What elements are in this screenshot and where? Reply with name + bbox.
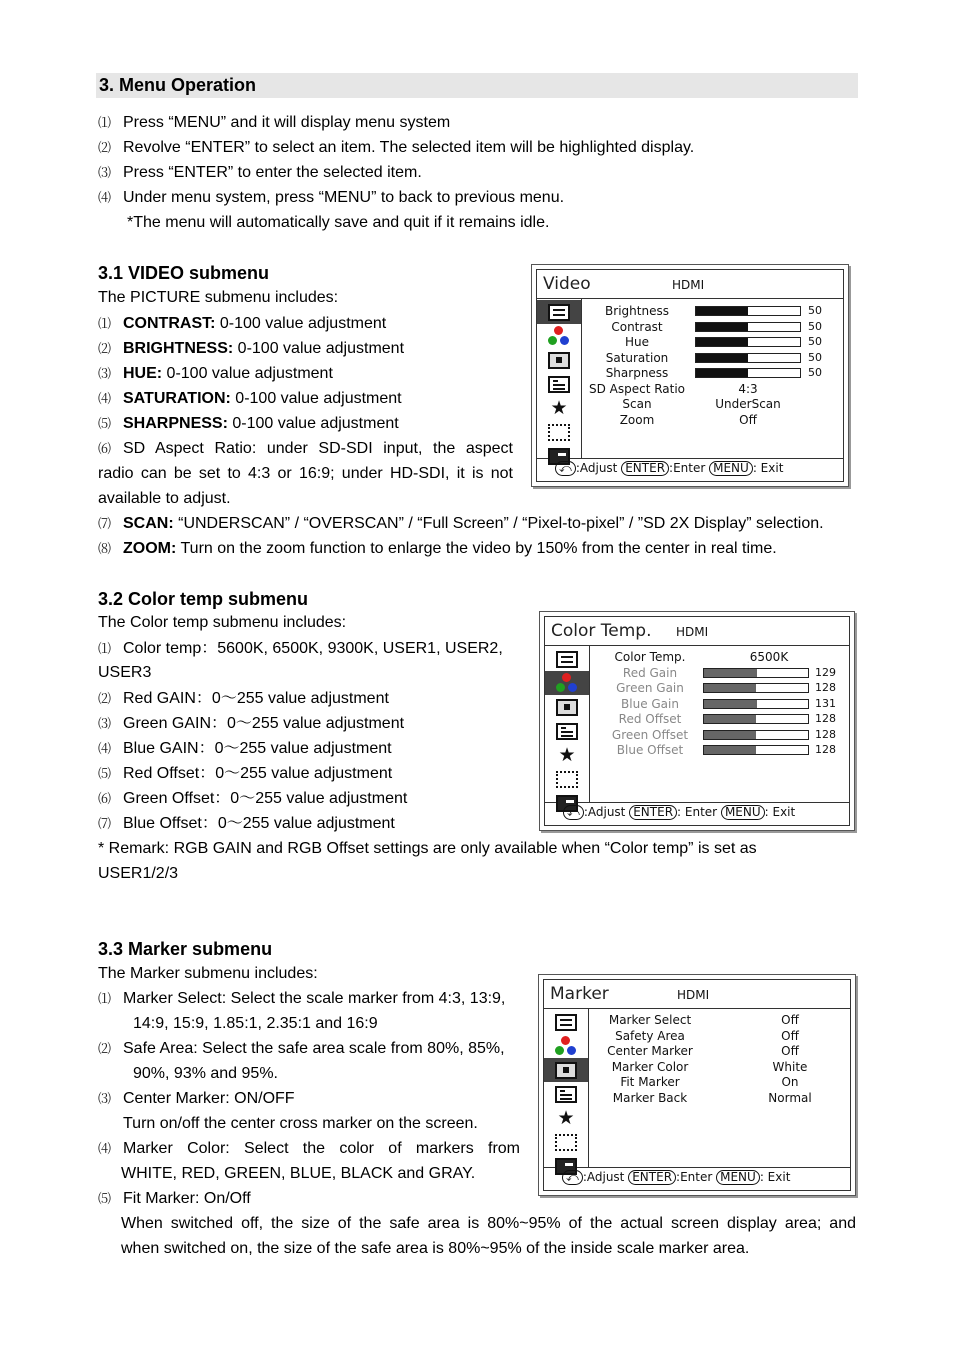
marker-list-icon: [545, 719, 589, 743]
video-item-5: [98, 414, 399, 435]
level-bar[interactable]: [703, 683, 809, 693]
footer-adjust: :Adjust: [575, 461, 618, 475]
intro-item-1: [98, 113, 450, 134]
osd-icon-column: [544, 1010, 588, 1178]
marker-heading: 3.3 Marker submenu: [98, 939, 273, 959]
osd-row-label: Red Offset: [618, 712, 682, 726]
osd-row-value: UnderScan: [715, 397, 781, 411]
level-bar[interactable]: [703, 730, 809, 740]
item-number: ⑶: [98, 1092, 112, 1107]
osd-row-value: 50: [808, 366, 822, 379]
item-text: Green GAIN：0～255 value adjustment: [123, 715, 405, 732]
picture-icon: [545, 647, 589, 671]
osd-source: HDMI: [677, 988, 710, 1002]
osd-row-value: 50: [808, 319, 822, 333]
level-bar[interactable]: [695, 353, 801, 363]
osd-row-value: Off: [781, 1013, 799, 1027]
item-text: 0-100 value adjustment: [230, 390, 402, 407]
keyboard-icon: [537, 420, 581, 444]
color-item-7: [98, 814, 395, 835]
item-number: ⑸: [98, 1192, 112, 1207]
item-number: ⑺: [98, 817, 112, 832]
osd-row-label: Safety Area: [615, 1028, 685, 1043]
osd-row-center-marker[interactable]: [590, 1044, 850, 1060]
item-text: 0-100 value adjustment: [233, 340, 405, 357]
color-item-1-line-1: [98, 639, 503, 660]
osd-icon-column: [537, 300, 581, 468]
video-item-8: [98, 539, 777, 560]
osd-row-label: Marker Color: [611, 1059, 689, 1074]
item-text: Marker Color: Select the color of markers from: [123, 1140, 520, 1157]
level-bar[interactable]: [703, 714, 809, 724]
display-icon: [545, 695, 589, 719]
item-number: ⑻: [98, 542, 112, 557]
osd-row-value: 50: [808, 304, 822, 317]
osd-row-saturation[interactable]: [583, 351, 843, 367]
item-text: Blue GAIN：0～255 value adjustment: [123, 740, 392, 757]
footer-adjust: :Adjust: [583, 805, 626, 819]
osd-row-value: 128: [815, 727, 836, 741]
osd-row-label: Green Offset: [611, 727, 689, 742]
item-term: SHARPNESS:: [123, 415, 228, 432]
osd-icon-column: [545, 647, 589, 815]
osd-row-label: Blue Offset: [616, 743, 684, 757]
osd-row-hue[interactable]: [583, 335, 843, 351]
item-text: Marker Select: Select the scale marker from 4:3, 13:9,: [123, 990, 506, 1007]
star-icon: ★: [557, 1107, 575, 1129]
enter-key: ENTER: [629, 805, 677, 820]
rotate-knob-icon: ⤺: [562, 1170, 583, 1185]
osd-row-label: Blue Gain: [621, 696, 679, 711]
osd-footer: [562, 1170, 850, 1188]
section-title: 3. Menu Operation: [96, 73, 858, 98]
video-item-6-line-1: [98, 439, 513, 460]
osd-row-label: Hue: [624, 335, 649, 349]
osd-row-scan[interactable]: [583, 397, 843, 413]
display-icon: [537, 348, 581, 372]
marker-item-1-line-1: [98, 989, 505, 1010]
intro-item-2: [98, 138, 694, 159]
marker-item-2-line-2: 90%, 93% and 95%.: [133, 1065, 278, 1082]
osd-row-value: Normal: [768, 1090, 812, 1105]
picture-icon: [537, 300, 581, 324]
item-number: ⑴: [98, 642, 112, 657]
video-item-4: [98, 389, 402, 410]
color-remark-line-2: USER1/2/3: [98, 865, 179, 882]
item-text: Under menu system, press “MENU” to back to previous menu.: [123, 189, 565, 206]
marker-item-5-line-2: When switched off, the size of the safe area is 80%~95% of the actual screen display area; and: [121, 1215, 856, 1232]
color-dots-icon: [545, 671, 589, 695]
item-number: ⑷: [98, 742, 112, 757]
item-number: ⑵: [98, 1042, 112, 1057]
footer-enter: : Enter: [677, 805, 718, 819]
item-term: CONTRAST:: [123, 315, 216, 332]
osd-row-value: Off: [781, 1044, 799, 1058]
osd-row-label: Contrast: [611, 319, 663, 334]
footer-adjust: :Adjust: [582, 1170, 625, 1184]
item-number: ⑷: [98, 191, 112, 206]
item-term: SATURATION:: [123, 390, 231, 407]
footer-enter: :Enter: [669, 461, 706, 475]
osd-row-value: 128: [815, 712, 836, 725]
marker-item-3-line-1: [98, 1089, 295, 1110]
osd-row-marker-back[interactable]: [590, 1091, 850, 1107]
marker-list-icon: [537, 372, 581, 396]
item-text: 0-100 value adjustment: [227, 415, 399, 432]
osd-row-label: Center Marker: [607, 1044, 693, 1058]
keyboard-icon: [545, 767, 589, 791]
menu-key: MENU: [716, 1170, 760, 1185]
osd-row-label: Zoom: [619, 412, 655, 427]
item-number: ⑶: [98, 166, 112, 181]
osd-row-label: Sharpness: [605, 366, 669, 380]
video-item-6-line-3: available to adjust.: [98, 490, 231, 507]
osd-row-label: Color Temp.: [614, 650, 686, 664]
item-text: Green Offset：0～255 value adjustment: [123, 790, 408, 807]
item-term: BRIGHTNESS:: [123, 340, 234, 357]
osd-row-red-offset[interactable]: [591, 712, 849, 728]
item-number: ⑴: [98, 317, 112, 332]
color-item-1-line-2: USER3: [98, 664, 152, 681]
item-text: Blue Offset：0～255 value adjustment: [123, 815, 395, 832]
color-item-4: [98, 739, 392, 760]
item-number: ⑴: [98, 116, 112, 131]
osd-row-red-gain[interactable]: [591, 666, 849, 682]
osd-row-brightness[interactable]: [583, 304, 843, 320]
osd-row-value: 128: [815, 743, 836, 756]
video-item-7: [98, 514, 824, 535]
marker-osd-panel: [538, 974, 856, 1196]
item-text: “UNDERSCAN” / “OVERSCAN” / “Full Screen” / “Pixel-to-pixel” / ”SD 2X Display” selection.: [173, 515, 824, 532]
osd-row-label: Red Gain: [622, 665, 678, 680]
osd-row-value: 50: [808, 335, 822, 348]
osd-row-blue-offset[interactable]: [591, 743, 849, 759]
osd-row-value: 50: [808, 350, 822, 364]
level-bar[interactable]: [695, 306, 801, 316]
item-number: ⑶: [98, 367, 112, 382]
item-number: ⑸: [98, 767, 112, 782]
marker-item-2-line-1: [98, 1039, 505, 1060]
marker-item-4-line-2: WHITE, RED, GREEN, BLUE, BLACK and GRAY.: [121, 1165, 476, 1182]
item-text: Press “ENTER” to enter the selected item.: [123, 164, 422, 181]
osd-row-green-gain[interactable]: [591, 681, 849, 697]
item-text: Turn on the zoom function to enlarge the video by 150% from the center in real time.: [176, 540, 777, 557]
star-icon: ★: [558, 744, 576, 766]
enter-key: ENTER: [628, 1170, 676, 1185]
marker-list-icon: [544, 1082, 588, 1106]
osd-row-label: SD Aspect Ratio: [588, 381, 686, 396]
osd-row-value: 128: [815, 681, 836, 694]
osd-row-value: 129: [815, 665, 836, 679]
marker-item-1-line-2: 14:9, 15:9, 1.85:1, 2.35:1 and 16:9: [133, 1015, 378, 1032]
osd-row-label: Scan: [622, 397, 652, 411]
item-number: ⑷: [98, 392, 112, 407]
menu-key: MENU: [709, 461, 753, 476]
osd-row-value: White: [772, 1059, 808, 1074]
osd-row-label: Fit Marker: [620, 1075, 680, 1089]
item-text: Red Offset：0～255 value adjustment: [123, 765, 393, 782]
osd-row-blue-gain[interactable]: [591, 697, 849, 713]
item-number: ⑷: [98, 1142, 112, 1157]
marker-item-5-line-1: [98, 1189, 251, 1210]
osd-row-label: Marker Select: [608, 1013, 692, 1027]
footer-exit: : Exit: [752, 461, 784, 475]
video-heading: 3.1 VIDEO submenu: [98, 263, 270, 283]
osd-row-zoom[interactable]: [583, 413, 843, 429]
osd-row-value: 131: [815, 696, 836, 710]
item-number: ⑹: [98, 792, 112, 807]
item-text: 0-100 value adjustment: [215, 315, 387, 332]
item-number: ⑹: [98, 442, 112, 457]
osd-row-label: Saturation: [605, 350, 669, 365]
display-icon: [544, 1058, 588, 1082]
level-bar[interactable]: [703, 699, 809, 709]
osd-row-value: Off: [739, 412, 757, 427]
marker-item-4-line-1: [98, 1139, 520, 1160]
osd-row-sharpness[interactable]: [583, 366, 843, 382]
video-item-1: [98, 314, 386, 335]
osd-row-color-temp[interactable]: [591, 650, 849, 666]
osd-row-contrast[interactable]: [583, 320, 843, 336]
color-dots-icon: [544, 1034, 588, 1058]
osd-source: HDMI: [672, 278, 705, 292]
item-text: Fit Marker: On/Off: [123, 1190, 251, 1207]
item-number: ⑸: [98, 417, 112, 432]
item-text: Press “MENU” and it will display menu system: [123, 114, 451, 131]
color-lead: The Color temp submenu includes:: [98, 614, 347, 631]
video-item-3: [98, 364, 333, 385]
osd-row-fit-marker[interactable]: [590, 1075, 850, 1091]
color-dots-icon: [537, 324, 581, 348]
item-term: SCAN:: [123, 515, 174, 532]
item-term: ZOOM:: [123, 540, 177, 557]
video-item-6-line-2: radio can be set to 4:3 or 16:9; under HD-SDI, it is not: [98, 465, 513, 482]
color-item-2: [98, 689, 389, 710]
osd-row-marker-color[interactable]: [590, 1060, 850, 1076]
osd-footer: [555, 461, 843, 479]
level-bar[interactable]: [703, 668, 809, 678]
item-text: Red GAIN：0～255 value adjustment: [123, 690, 389, 707]
item-text: SD Aspect Ratio: under SD-SDI input, the aspect: [123, 440, 513, 457]
footer-exit: : Exit: [764, 805, 796, 819]
item-number: ⑶: [98, 717, 112, 732]
video-lead: The PICTURE submenu includes:: [98, 289, 339, 306]
osd-row-green-offset[interactable]: [591, 728, 849, 744]
color-item-3: [98, 714, 404, 735]
item-text: Color temp：5600K, 6500K, 9300K, USER1, USER2,: [123, 640, 503, 657]
item-text: Revolve “ENTER” to select an item. The selected item will be highlighted display.: [123, 139, 695, 156]
osd-row-value: 4:3: [738, 381, 758, 396]
intro-item-3: [98, 163, 422, 184]
osd-title: Video: [543, 274, 591, 294]
item-number: ⑵: [98, 692, 112, 707]
level-bar[interactable]: [695, 368, 801, 378]
video-osd-panel: [531, 264, 849, 487]
osd-source: HDMI: [676, 625, 709, 639]
level-bar[interactable]: [703, 745, 809, 755]
item-text: Safe Area: Select the safe area scale from 80%, 85%,: [123, 1040, 505, 1057]
osd-row-label: Green Gain: [616, 681, 684, 695]
color-heading: 3.2 Color temp submenu: [98, 589, 309, 609]
osd-row-label: Brightness: [605, 304, 669, 318]
item-text: 0-100 value adjustment: [162, 365, 333, 382]
color-remark-line-1: * Remark: RGB GAIN and RGB Offset settings are only available when “Color temp” is set as: [98, 840, 757, 857]
keyboard-icon: [544, 1130, 588, 1154]
level-bar[interactable]: [695, 322, 801, 332]
menu-key: MENU: [721, 805, 765, 820]
osd-row-safety-area[interactable]: [590, 1029, 850, 1045]
osd-row-sd-aspect[interactable]: [583, 382, 843, 398]
osd-footer: [563, 805, 849, 823]
color-osd-panel: [539, 611, 855, 831]
item-number: ⑵: [98, 141, 112, 156]
item-number: ⑵: [98, 342, 112, 357]
osd-row-value: Off: [781, 1028, 799, 1043]
marker-lead: The Marker submenu includes:: [98, 965, 318, 982]
rotate-knob-icon: ⤺: [555, 461, 576, 476]
marker-item-3-line-2: Turn on/off the center cross marker on the screen.: [123, 1115, 478, 1132]
osd-title: Color Temp.: [551, 621, 652, 641]
item-text: Center Marker: ON/OFF: [123, 1090, 295, 1107]
marker-item-5-line-3: when switched on, the size of the safe area is 80%~95% of the inside scale marker area.: [121, 1240, 750, 1257]
item-number: ⑺: [98, 517, 112, 532]
osd-title: Marker: [550, 984, 609, 1004]
osd-row-value: 6500K: [749, 650, 789, 664]
footer-exit: : Exit: [759, 1170, 791, 1184]
intro-note: *The menu will automatically save and quit if it remains idle.: [127, 214, 550, 231]
item-term: HUE:: [123, 365, 163, 382]
intro-item-4: [98, 188, 564, 209]
level-bar[interactable]: [695, 337, 801, 347]
osd-row-value: On: [781, 1075, 799, 1089]
rotate-knob-icon: ⤺: [563, 805, 584, 820]
osd-row-marker-select[interactable]: [590, 1013, 850, 1029]
star-icon: ★: [550, 397, 568, 419]
osd-row-label: Marker Back: [612, 1090, 688, 1105]
enter-key: ENTER: [621, 461, 669, 476]
item-number: ⑴: [98, 992, 112, 1007]
color-item-6: [98, 789, 407, 810]
picture-icon: [544, 1010, 588, 1034]
video-item-2: [98, 339, 404, 360]
footer-enter: :Enter: [676, 1170, 713, 1184]
color-item-5: [98, 764, 392, 785]
